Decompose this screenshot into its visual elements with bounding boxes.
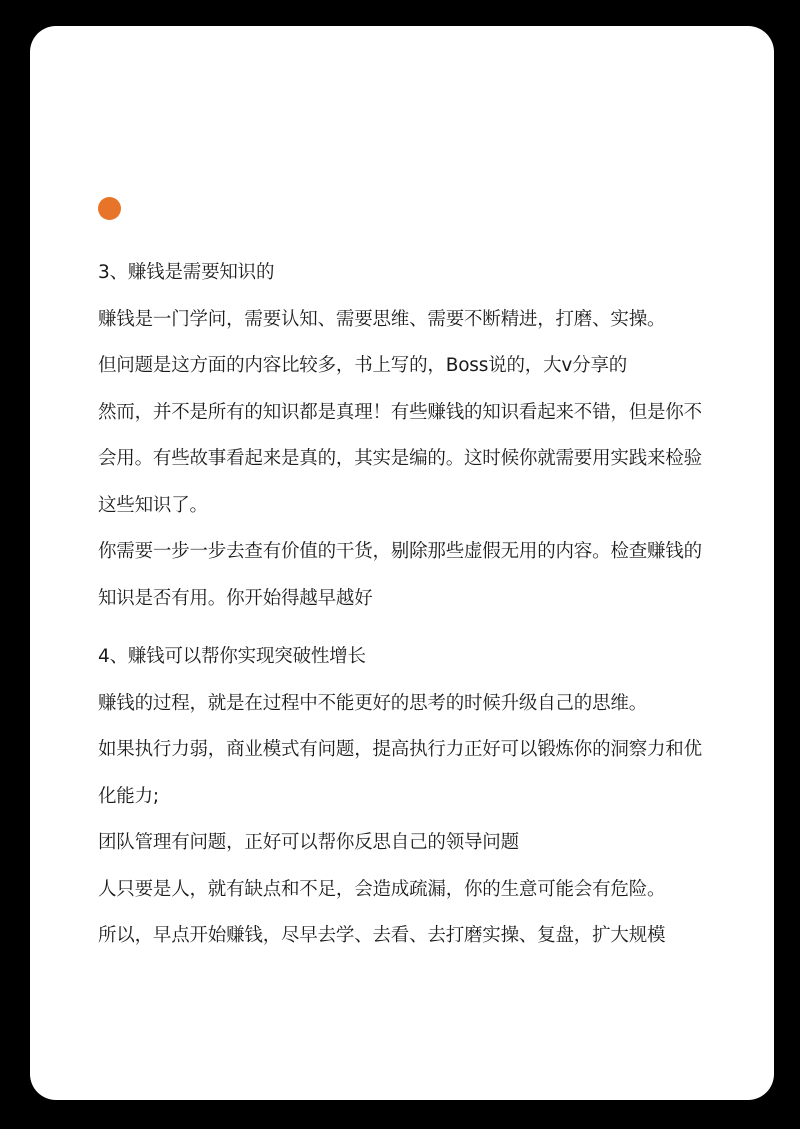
paragraph-line: 这些知识了。 bbox=[98, 494, 208, 516]
section-3-heading: 3、赚钱是需要知识的 bbox=[98, 262, 275, 283]
paragraph-line: 赚钱是一门学问，需要认知、需要思维、需要不断精进，打磨、实操。 bbox=[98, 308, 666, 330]
paragraph-line: 你需要一步一步去查有价值的干货，剔除那些虚假无用的内容。检查赚钱的 bbox=[98, 541, 702, 562]
paragraph-line: 团队管理有问题，正好可以帮你反思自己的领导问题 bbox=[98, 832, 519, 853]
paragraph-line: 人只要是人，就有缺点和不足，会造成疏漏，你的生意可能会有危险。 bbox=[98, 878, 666, 900]
content-card bbox=[30, 26, 774, 1100]
paragraph-line: 所以，早点开始赚钱，尽早去学、去看、去打磨实操、复盘，扩大规模 bbox=[98, 925, 666, 946]
paragraph-line: 但问题是这方面的内容比较多，书上写的，Boss说的，大v分享的 bbox=[98, 355, 628, 376]
section-spacer bbox=[98, 622, 738, 634]
orange-dot-icon bbox=[98, 197, 121, 220]
paragraph-line: 会用。有些故事看起来是真的，其实是编的。这时候你就需要用实践来检验 bbox=[98, 448, 702, 469]
paragraph-line: 如果执行力弱，商业模式有问题，提高执行力正好可以锻炼你的洞察力和优 bbox=[98, 739, 702, 760]
paragraph-line: 化能力; bbox=[98, 785, 159, 807]
paragraph-line: 知识是否有用。你开始得越早越好 bbox=[98, 587, 373, 609]
article-body bbox=[98, 250, 738, 960]
section-4-heading: 4、赚钱可以帮你实现突破性增长 bbox=[98, 646, 366, 667]
paragraph-line: 赚钱的过程，就是在过程中不能更好的思考的时候升级自己的思维。 bbox=[98, 692, 648, 714]
paragraph-line: 然而，并不是所有的知识都是真理！有些赚钱的知识看起来不错，但是你不 bbox=[98, 401, 702, 423]
